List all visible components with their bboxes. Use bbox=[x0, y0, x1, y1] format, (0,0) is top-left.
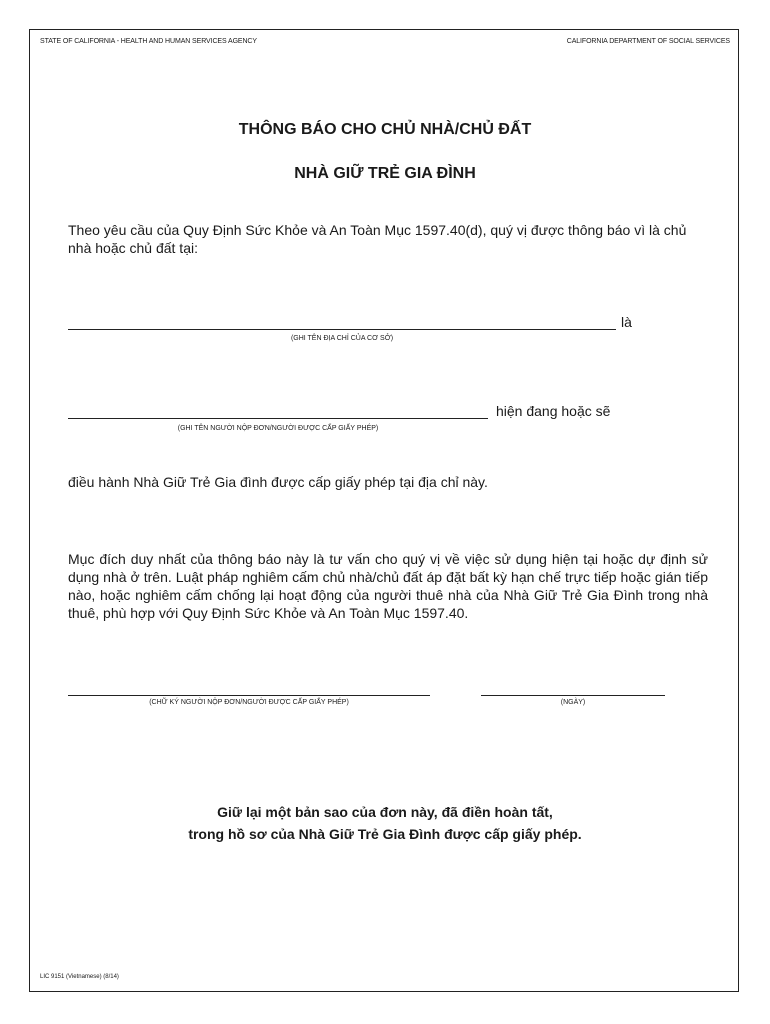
date-field[interactable] bbox=[481, 695, 665, 696]
document-subtitle: NHÀ GIỮ TRẺ GIA ĐÌNH bbox=[294, 165, 476, 182]
applicant-caption: (GHI TÊN NGƯỜI NỘP ĐƠN/NGƯỜI ĐƯỢC CẤP GIẤY PHÉP) bbox=[177, 425, 379, 432]
document-title: THÔNG BÁO CHO CHỦ NHÀ/CHỦ ĐẤT bbox=[238, 121, 532, 138]
keep-copy-line-1: Giữ lại một bản sao của đơn này, đã điền hoàn tất, bbox=[217, 804, 553, 820]
intro-paragraph: Theo yêu cầu của Quy Định Sức Khỏe và An Toàn Mục 1597.40(d), quý vị được thông báo vì là chủ nhà hoặc chủ đất tại: bbox=[68, 222, 687, 256]
address-caption: (GHI TÊN ĐỊA CHỈ CỦA CƠ SỞ) bbox=[290, 335, 394, 342]
address-field[interactable] bbox=[68, 329, 616, 330]
purpose-paragraph: Mục đích duy nhất của thông báo này là tư vấn cho quý vị về việc sử dụng hiện tại hoặc dự định sử dụng nhà ở trên. Luật pháp nghiêm cấm chủ nhà/chủ đất áp đặt bất kỳ hạn chế trực tiếp hoặc gián tiếp nào, hoặc nghiêm cấm chống lại hoạt động của người thuê nhà của Nhà Giữ Trẻ Gia Đình trong nhà thuê, phù hợp với Quy Định Sức Khỏe và An Toàn Mục 1597.40. bbox=[68, 551, 708, 621]
signature-caption: (CHỮ KÝ NGƯỜI NỘP ĐƠN/NGƯỜI ĐƯỢC CẤP GIẤY PHÉP) bbox=[149, 699, 349, 706]
header-department: CALIFORNIA DEPARTMENT OF SOCIAL SERVICES bbox=[566, 38, 730, 45]
signature-field[interactable] bbox=[68, 695, 430, 696]
date-caption: (NGÀY) bbox=[560, 699, 586, 706]
keep-copy-line-2: trong hồ sơ của Nhà Giữ Trẻ Gia Đình được cấp giấy phép. bbox=[188, 826, 582, 842]
form-number: LIC 9151 (Vietnamese) (8/14) bbox=[40, 974, 119, 980]
address-suffix: là bbox=[621, 314, 632, 330]
header-agency: STATE OF CALIFORNIA - HEALTH AND HUMAN SERVICES AGENCY bbox=[40, 38, 257, 45]
applicant-name-field[interactable] bbox=[68, 418, 488, 419]
operate-statement: điều hành Nhà Giữ Trẻ Gia đình được cấp giấy phép tại địa chỉ này. bbox=[68, 474, 488, 490]
applicant-suffix: hiện đang hoặc sẽ bbox=[496, 403, 611, 419]
